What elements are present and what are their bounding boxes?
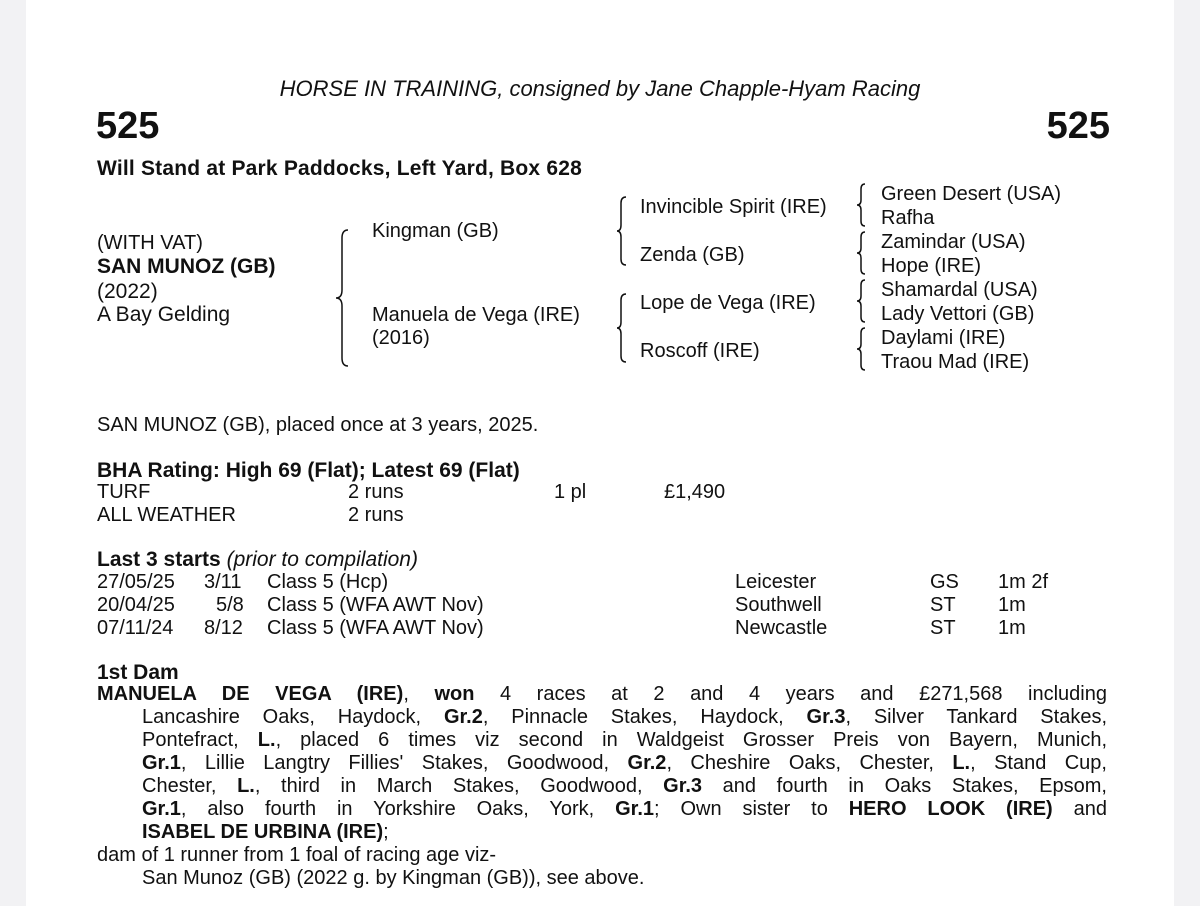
pedigree-sire-sire: Invincible Spirit (IRE) xyxy=(640,196,827,218)
vat-label: (WITH VAT) xyxy=(97,232,203,254)
dam-text: , Cheshire Oaks, Chester, xyxy=(666,752,953,774)
listed-label: L. xyxy=(257,729,276,751)
dam-text: , Pinnacle Stakes, Haydock, xyxy=(482,706,807,728)
grade-label: Gr.1 xyxy=(142,798,181,820)
listed-label: L. xyxy=(237,775,255,797)
horse-description: A Bay Gelding xyxy=(97,303,231,326)
dam-line xyxy=(97,752,1107,775)
pedigree-gen4-item: Zamindar (USA) xyxy=(881,231,1026,253)
start-course: Southwell xyxy=(735,594,822,616)
dam-text: Lancashire Oaks, Haydock, xyxy=(142,706,444,728)
dam-text: , also fourth in Yorkshire Oaks, York, xyxy=(180,798,616,820)
grade-label: Gr.3 xyxy=(663,775,703,797)
dam-text: and fourth in Oaks Stakes, Epsom, xyxy=(702,775,1107,797)
lot-number-left: 525 xyxy=(96,105,160,147)
dam-text: , Stand Cup, xyxy=(970,752,1107,774)
dam-text: and xyxy=(1052,798,1107,820)
lot-number-right: 525 xyxy=(1046,105,1110,147)
start-date: 27/05/25 xyxy=(97,571,175,593)
rating-earnings: £1,490 xyxy=(664,481,726,503)
start-race: Class 5 (Hcp) xyxy=(267,571,389,593)
pedigree-brace-sire xyxy=(617,195,631,267)
start-going: ST xyxy=(930,617,956,639)
start-position: 8/12 xyxy=(204,617,243,639)
first-dam-paragraph xyxy=(97,683,1107,890)
pedigree-gen4-item: Lady Vettori (GB) xyxy=(881,303,1035,325)
last-starts-note: (prior to compilation) xyxy=(226,548,418,571)
start-race: Class 5 (WFA AWT Nov) xyxy=(267,617,484,639)
start-position: 3/11 xyxy=(204,571,242,593)
start-course: Leicester xyxy=(735,571,817,593)
dam-text: ; xyxy=(383,821,389,843)
racing-summary: SAN MUNOZ (GB), placed once at 3 years, 2025. xyxy=(97,414,539,436)
consignment-line: HORSE IN TRAINING, consigned by Jane Chapple-Hyam Racing xyxy=(279,76,921,101)
dam-text: , Silver Tankard Stakes, xyxy=(845,706,1107,728)
dam-text: Chester, xyxy=(142,775,238,797)
pedigree-brace-gen3-1 xyxy=(857,182,869,228)
pedigree-gen4-item: Daylami (IRE) xyxy=(881,327,1006,349)
start-distance: 1m xyxy=(998,617,1026,639)
pedigree-gen4-item: Hope (IRE) xyxy=(881,255,982,277)
last-starts-title: Last 3 starts xyxy=(97,548,221,571)
rating-surface: ALL WEATHER xyxy=(97,504,236,526)
pedigree-dam-dam: Roscoff (IRE) xyxy=(640,340,760,362)
pedigree-brace-main xyxy=(336,228,356,368)
start-distance: 1m 2f xyxy=(998,571,1049,593)
pedigree-gen4-item: Rafha xyxy=(881,207,935,229)
sister-name: HERO LOOK (IRE) xyxy=(848,798,1053,820)
first-dam-heading: 1st Dam xyxy=(97,661,179,684)
pedigree-brace-gen3-4 xyxy=(857,326,869,372)
grade-label: Gr.2 xyxy=(627,752,667,774)
start-position: 5/8 xyxy=(216,594,244,616)
dam-line: MANUELA DE VEGA (IRE), won 4 races at 2 and 4 years and £271,568 including xyxy=(97,683,1107,705)
horse-year: (2022) xyxy=(97,280,158,303)
grade-label: Gr.2 xyxy=(443,706,483,728)
bha-rating-heading: BHA Rating: High 69 (Flat); Latest 69 (Flat) xyxy=(97,459,520,482)
grade-label: Gr.3 xyxy=(806,706,846,728)
start-course: Newcastle xyxy=(735,617,828,639)
listed-label: L. xyxy=(952,752,971,774)
dam-won: won xyxy=(434,683,475,705)
pedigree-gen4-item: Shamardal (USA) xyxy=(881,279,1038,301)
start-race: Class 5 (WFA AWT Nov) xyxy=(267,594,484,616)
dam-text: , placed 6 times viz second in Waldgeist Grosser Preis von Bayern, Munich, xyxy=(275,729,1108,751)
pedigree-sire-dam: Zenda (GB) xyxy=(640,244,745,266)
sister-name: ISABEL DE URBINA (IRE) xyxy=(142,821,384,843)
start-date: 20/04/25 xyxy=(97,594,175,616)
dam-line xyxy=(97,821,1107,844)
horse-name: SAN MUNOZ (GB) xyxy=(97,255,276,278)
rating-placed: 1 pl xyxy=(554,481,587,503)
pedigree-brace-gen3-2 xyxy=(857,230,869,276)
start-going: GS xyxy=(930,571,959,593)
pedigree-dam: Manuela de Vega (IRE) xyxy=(372,304,580,326)
dam-name: MANUELA DE VEGA (IRE) xyxy=(97,683,404,705)
pedigree-sire: Kingman (GB) xyxy=(372,220,499,242)
dam-text: , third in March Stakes, Goodwood, xyxy=(254,775,664,797)
grade-label: Gr.1 xyxy=(142,752,181,774)
rating-runs: 2 runs xyxy=(348,504,404,526)
start-going: ST xyxy=(930,594,956,616)
catalogue-page xyxy=(26,0,1174,906)
pedigree-dam-year: (2016) xyxy=(372,327,430,349)
dam-text: Pontefract, xyxy=(142,729,258,751)
rating-surface: TURF xyxy=(97,481,151,503)
pedigree-brace-dam xyxy=(617,292,631,364)
produce-item: San Munoz (GB) (2022 g. by Kingman (GB)), see above. xyxy=(142,867,645,889)
dam-line xyxy=(97,706,1107,729)
produce-line: dam of 1 runner from 1 foal of racing age viz- xyxy=(97,844,497,866)
grade-label: Gr.1 xyxy=(615,798,655,820)
dam-text: 4 races at 2 and 4 years and £271,568 including xyxy=(474,683,1107,705)
dam-line xyxy=(97,775,1107,798)
rating-runs: 2 runs xyxy=(348,481,404,503)
last-starts-heading xyxy=(97,548,418,572)
dam-line xyxy=(97,729,1107,752)
dam-line xyxy=(97,798,1107,821)
stand-info: Will Stand at Park Paddocks, Left Yard, Box 628 xyxy=(97,157,582,180)
pedigree-gen4-item: Green Desert (USA) xyxy=(881,183,1062,205)
pedigree-gen4-item: Traou Mad (IRE) xyxy=(881,351,1030,373)
pedigree-dam-sire: Lope de Vega (IRE) xyxy=(640,292,816,314)
start-distance: 1m xyxy=(998,594,1026,616)
start-date: 07/11/24 xyxy=(97,617,174,639)
dam-text: , Lillie Langtry Fillies' Stakes, Goodwood, xyxy=(180,752,628,774)
dam-text: ; Own sister to xyxy=(654,798,849,820)
pedigree-brace-gen3-3 xyxy=(857,278,869,324)
